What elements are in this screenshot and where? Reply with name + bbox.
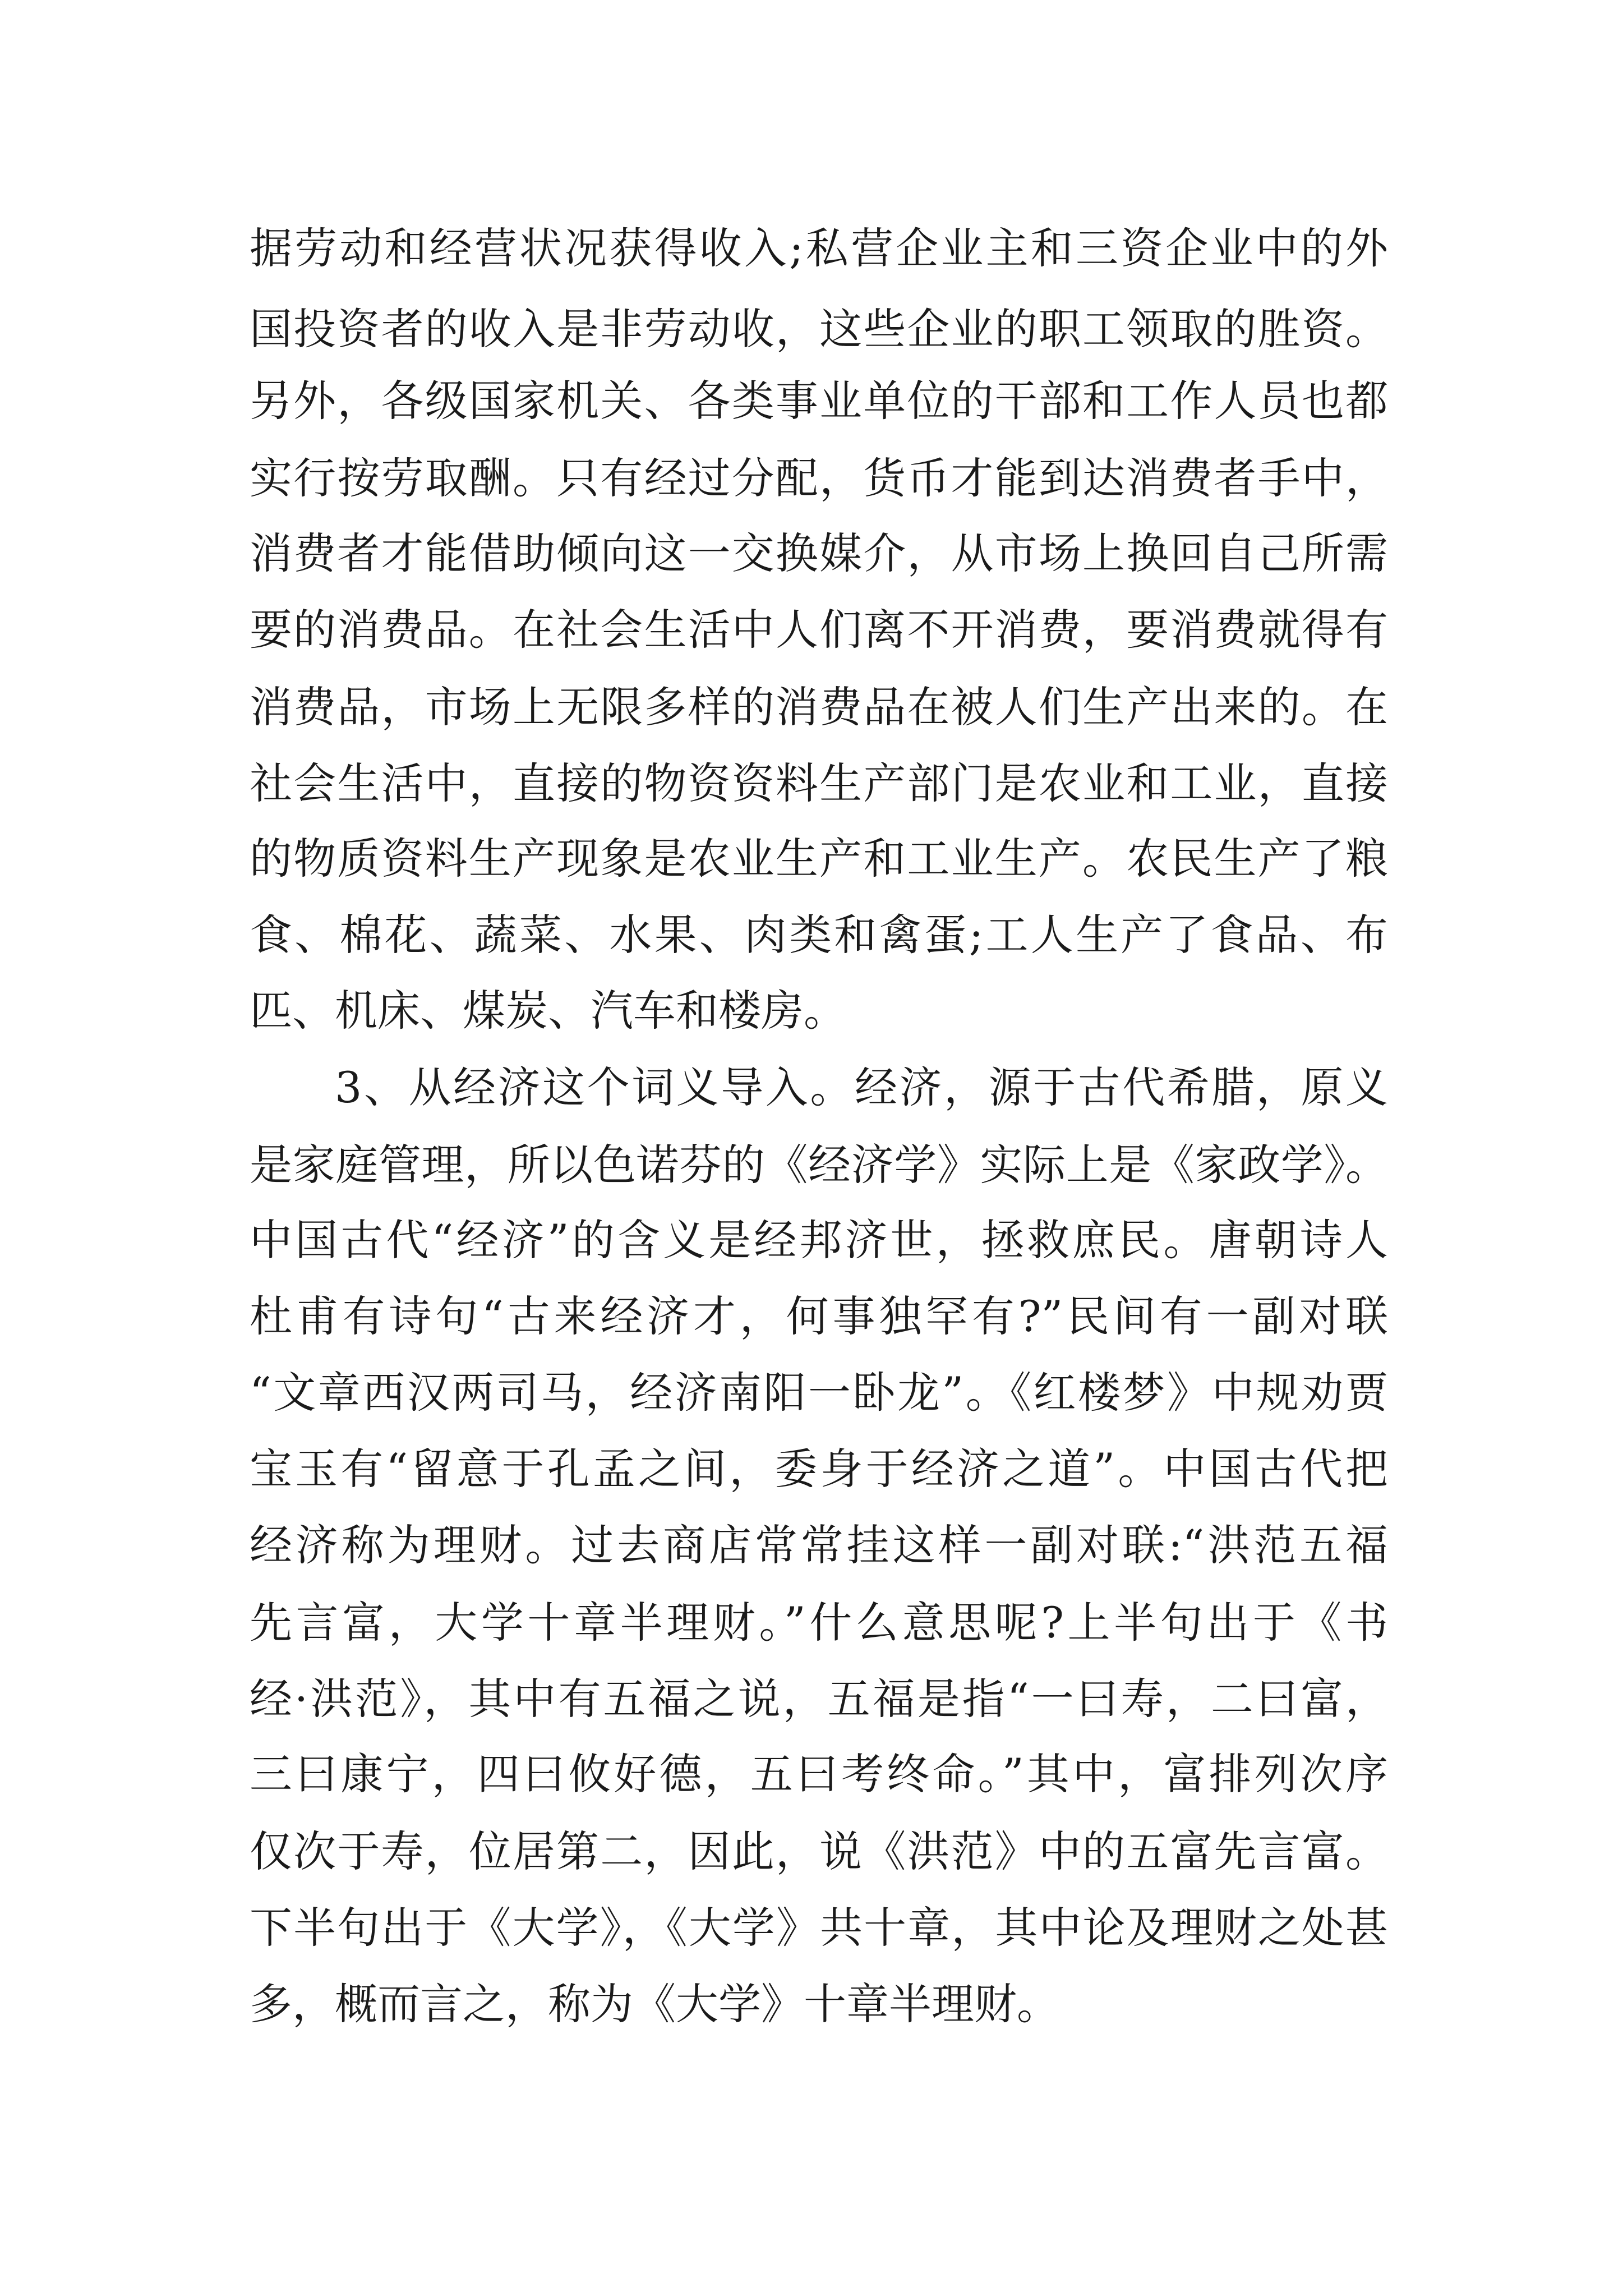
text-line: 宝玉有“留意于孔孟之间，委身于经济之道”。中国古代把 bbox=[250, 1444, 1388, 1494]
text-line: 杜甫有诗句“古来经济才，何事独罕有?”民间有一副对联 bbox=[250, 1291, 1388, 1341]
text-line: 国投资者的收入是非劳动收，这些企业的职工领取的胜资。 bbox=[250, 304, 1388, 354]
text-line: 多，概而言之，称为《大学》十章半理财。 bbox=[250, 1979, 1059, 2029]
text-line: 仅次于寿，位居第二，因此，说《洪范》中的五富先言富。 bbox=[250, 1826, 1388, 1876]
text-line: 社会生活中，直接的物资资料生产部门是农业和工业，直接 bbox=[250, 758, 1388, 808]
text-line: 三曰康宁，四曰攸好德，五曰考终命。”其中，富排列次序 bbox=[250, 1749, 1388, 1799]
text-line: 匹、机床、煤炭、汽车和楼房。 bbox=[250, 986, 846, 1036]
text-line: 先言富，大学十章半理财。”什么意思呢?上半句出于《书 bbox=[250, 1598, 1388, 1648]
text-line: 下半句出于《大学》，《大学》共十章，其中论及理财之处甚 bbox=[250, 1903, 1388, 1953]
text-line: 据劳动和经营状况获得收入;私营企业主和三资企业中的外 bbox=[250, 223, 1388, 273]
text-line: 经济称为理财。过去商店常常挂这样一副对联:“洪范五福 bbox=[250, 1520, 1388, 1570]
text-line: 要的消费品。在社会生活中人们离不开消费，要消费就得有 bbox=[250, 605, 1388, 655]
text-line: 是家庭管理，所以色诺芬的《经济学》实际上是《家政学》。 bbox=[250, 1140, 1388, 1190]
text-line: 经·洪范》，其中有五福之说，五福是指“一曰寿，二曰富， bbox=[250, 1674, 1388, 1724]
text-line: “文章西汉两司马，经济南阳一卧龙”。《红楼梦》中规劝贾 bbox=[250, 1368, 1388, 1418]
paragraph-first-line: 3、从经济这个词义导入。经济，源于古代希腊，原义 bbox=[335, 1062, 1388, 1112]
text-line: 食、棉花、蔬菜、水果、肉类和禽蛋;工人生产了食品、布 bbox=[250, 910, 1388, 960]
text-line: 实行按劳取酬。只有经过分配，货币才能到达消费者手中， bbox=[250, 453, 1388, 503]
text-line: 另外，各级国家机关、各类事业单位的干部和工作人员也都 bbox=[250, 376, 1388, 426]
text-line: 消费者才能借助倾向这一交换媒介，从市场上换回自己所需 bbox=[250, 528, 1388, 578]
text-line: 中国古代“经济”的含义是经邦济世，拯救庶民。唐朝诗人 bbox=[250, 1215, 1388, 1265]
text-line: 的物质资料生产现象是农业生产和工业生产。农民生产了粮 bbox=[250, 834, 1388, 884]
text-line: 消费品，市场上无限多样的消费品在被人们生产出来的。在 bbox=[250, 682, 1388, 732]
